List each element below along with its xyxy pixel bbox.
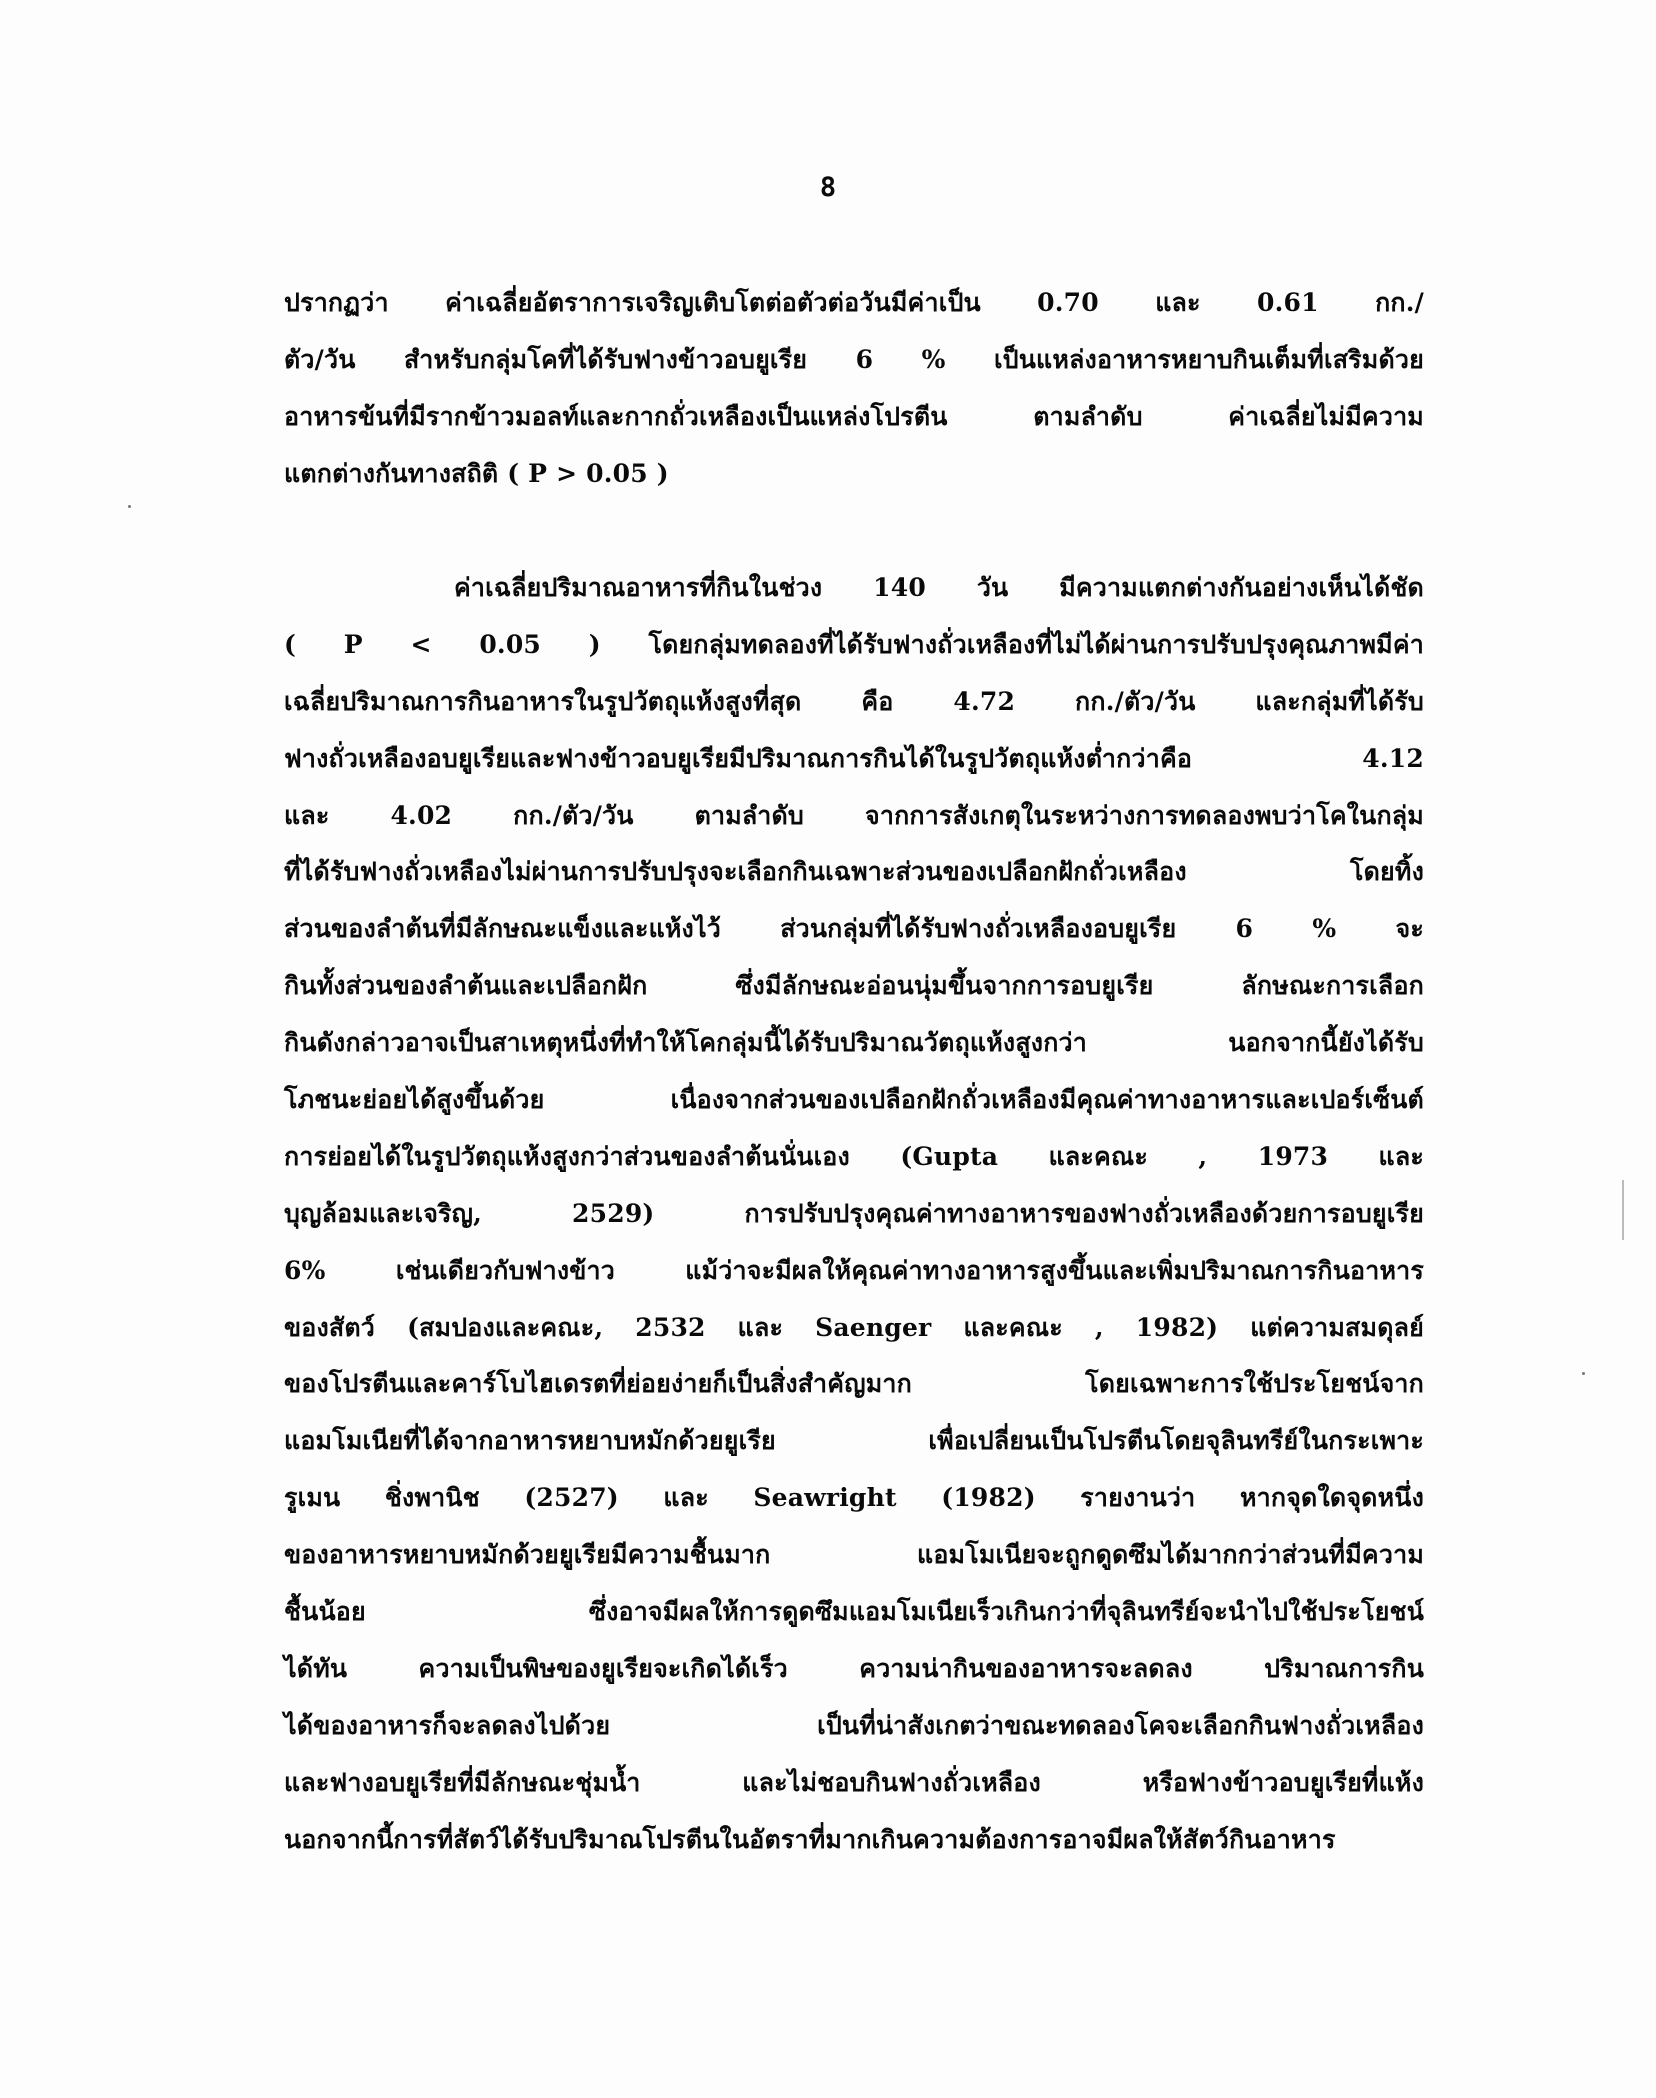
paragraph-line: ของโปรตีนและคาร์โบไฮเดรตที่ย่อยง่ายก็เป็นสิ่งสำคัญมาก โดยเฉพาะการใช้ประโยชน์จาก — [284, 1369, 1424, 1399]
paragraph-line: ส่วนของลำต้นที่มีลักษณะแข็งและแห้งไว้ ส่วนกลุ่มที่ได้รับฟางถั่วเหลืองอบยูเรีย 6 % จะ — [284, 914, 1424, 944]
paragraph-line: โภชนะย่อยได้สูงขึ้นด้วย เนื่องจากส่วนของเปลือกฝักถั่วเหลืองมีคุณค่าทางอาหารและเปอร์เซ็นต์ — [284, 1085, 1424, 1115]
paragraph-line: บุญล้อมและเจริญ, 2529) การปรับปรุงคุณค่าทางอาหารของฟางถั่วเหลืองด้วยการอบยูเรีย — [284, 1198, 1424, 1228]
paragraph-line: ของสัตว์ (สมปองและคณะ, 2532 และ Saenger และคณะ , 1982) แต่ความสมดุลย์ — [284, 1312, 1424, 1342]
paragraph-2 — [284, 560, 1424, 1868]
paragraph-line: ฟางถั่วเหลืองอบยูเรียและฟางข้าวอบยูเรียมีปริมาณการกินได้ในรูปวัตถุแห้งต่ำกว่าคือ 4.12 — [284, 743, 1424, 773]
paragraph-line: และฟางอบยูเรียที่มีลักษณะชุ่มน้ำ และไม่ชอบกินฟางถั่วเหลือง หรือฟางข้าวอบยูเรียที่แห้ง — [284, 1767, 1424, 1797]
paragraph-line: ( P < 0.05 ) โดยกลุ่มทดลองที่ได้รับฟางถั่วเหลืองที่ไม่ได้ผ่านการปรับปรุงคุณภาพมีค่า — [284, 629, 1424, 659]
paragraph-line: กินทั้งส่วนของลำต้นและเปลือกฝัก ซึ่งมีลักษณะอ่อนนุ่มขึ้นจากการอบยูเรีย ลักษณะการเลือก — [284, 971, 1424, 1001]
scan-speck — [128, 505, 131, 508]
paragraph-line: กินดังกล่าวอาจเป็นสาเหตุหนึ่งที่ทำให้โคกลุ่มนี้ได้รับปริมาณวัตถุแห้งสูงกว่า นอกจากนี้ยังได้รับ — [284, 1028, 1424, 1058]
paragraph-1 — [284, 275, 1424, 503]
paragraph-line: และ 4.02 กก./ตัว/วัน ตามลำดับ จากการสังเกตุในระหว่างการทดลองพบว่าโคในกลุ่ม — [284, 800, 1424, 830]
scan-speck — [1582, 1372, 1585, 1375]
paragraph-line: ปรากฏว่า ค่าเฉลี่ยอัตราการเจริญเติบโตต่อตัวต่อวันมีค่าเป็น 0.70 และ 0.61 กก./ — [284, 288, 1424, 317]
paragraph-line: ชื้นน้อย ซึ่งอาจมีผลให้การดูดซึมแอมโมเนียเร็วเกินกว่าที่จุลินทรีย์จะนำไปใช้ประโยชน์ — [284, 1597, 1424, 1627]
paragraph-line: การย่อยได้ในรูปวัตถุแห้งสูงกว่าส่วนของลำต้นนั่นเอง (Gupta และคณะ , 1973 และ — [284, 1141, 1424, 1171]
paragraph-line: อาหารข้นที่มีรากข้าวมอลท์และกากถั่วเหลืองเป็นแหล่งโปรตีน ตามลำดับ ค่าเฉลี่ยไม่มีความ — [284, 401, 1424, 431]
scan-edge-mark — [1622, 1180, 1624, 1240]
page-number: 8 — [819, 172, 837, 203]
paragraph-line: ตัว/วัน สำหรับกลุ่มโคที่ได้รับฟางข้าวอบยูเรีย 6 % เป็นแหล่งอาหารหยาบกินเต็มที่เสริมด้วย — [284, 344, 1424, 374]
paragraph-line: รูเมน ชิ่งพานิช (2527) และ Seawright (1982) รายงานว่า หากจุดใดจุดหนึ่ง — [284, 1483, 1424, 1513]
paragraph-line: ได้ทัน ความเป็นพิษของยูเรียจะเกิดได้เร็ว ความน่ากินของอาหารจะลดลง ปริมาณการกิน — [284, 1653, 1424, 1683]
paragraph-line: ที่ได้รับฟางถั่วเหลืองไม่ผ่านการปรับปรุงจะเลือกกินเฉพาะส่วนของเปลือกฝักถั่วเหลือง โดยทิ้ง — [284, 857, 1424, 887]
paragraph-line: นอกจากนี้การที่สัตว์ได้รับปริมาณโปรตีนในอัตราที่มากเกินความต้องการอาจมีผลให้สัตว์กินอาหาร — [284, 1824, 1336, 1854]
paragraph-line: ได้ของอาหารก็จะลดลงไปด้วย เป็นที่น่าสังเกตว่าขณะทดลองโคจะเลือกกินฟางถั่วเหลือง — [284, 1710, 1424, 1740]
paragraph-line: แอมโมเนียที่ได้จากอาหารหยาบหมักด้วยยูเรีย เพื่อเปลี่ยนเป็นโปรตีนโดยจุลินทรีย์ในกระเพาะ — [284, 1426, 1424, 1456]
paragraph-line: ของอาหารหยาบหมักด้วยยูเรียมีความชื้นมาก แอมโมเนียจะถูกดูดซึมได้มากกว่าส่วนที่มีความ — [284, 1540, 1424, 1570]
paragraph-line: เฉลี่ยปริมาณการกินอาหารในรูปวัตถุแห้งสูงที่สุด คือ 4.72 กก./ตัว/วัน และกลุ่มที่ได้รับ — [284, 686, 1424, 716]
paragraph-line: ค่าเฉลี่ยปริมาณอาหารที่กินในช่วง 140 วัน มีความแตกต่างกันอย่างเห็นได้ชัด — [454, 573, 1424, 602]
paragraph-line: แตกต่างกันทางสถิติ ( P > 0.05 ) — [284, 458, 669, 488]
paragraph-line: 6% เช่นเดียวกับฟางข้าว แม้ว่าจะมีผลให้คุณค่าทางอาหารสูงขึ้นและเพิ่มปริมาณการกินอาหาร — [284, 1255, 1424, 1285]
